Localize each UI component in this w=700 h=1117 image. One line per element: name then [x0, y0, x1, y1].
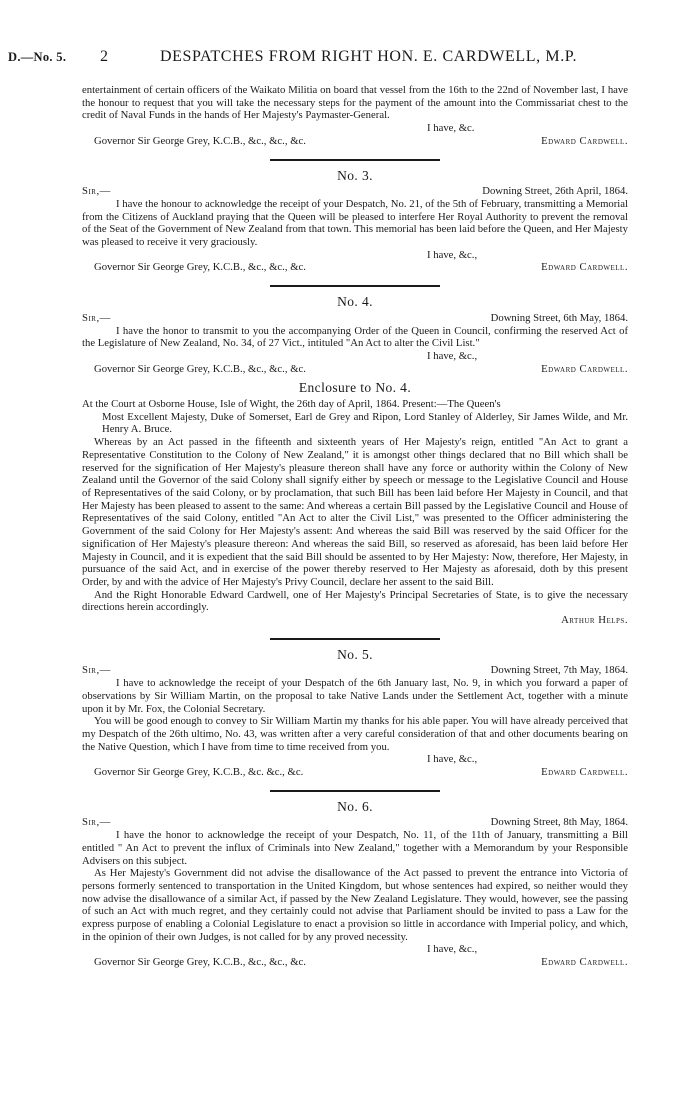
enclosure-signature: Arthur Helps. [561, 614, 628, 627]
enclosure-heading: Enclosure to No. 4. [298, 380, 412, 396]
despatch-heading: No. 5. [337, 646, 373, 662]
section-divider [270, 159, 440, 161]
page-number: 2 [100, 48, 108, 65]
despatch-text-2: As Her Majesty's Government did not advise the disallowance of the Act passed to prevent the entrance into Victoria of persons formerly sentenced to transportation in the United Kingdom, but whose sentences had expired, so neither would they now advise the disallowance of a similar Act, if passed by the New Zealand Legislature. They would, however, see the passing of such an Act with much regret, and they certainly could not advise that Parliament should be invited to pass a Law for the express purpose of enabling a Colonial Legislature to enact a provision so little in accordance with Imperial policy, and which, in the opinion of their own Judges, is not called for by any proved necessity. [82, 867, 628, 943]
court-line: At the Court at Osborne House, Isle of Wight, the 26th day of April, 1864. Present:—The Queen's [82, 398, 501, 411]
section-divider [270, 638, 440, 640]
enclosure-no-4 [82, 382, 628, 626]
despatch-dateline [82, 816, 628, 829]
signature: Edward Cardwell. [541, 362, 628, 375]
despatch-heading: No. 4. [337, 294, 373, 310]
despatch-text: I have to acknowledge the receipt of your Despatch of the 6th January last, No. 9, in which you forward a paper of observations by Sir William Martin, on the proposal to take Native Lands under the Settlement Act, together with a minute upon it by Mr. Fox, the Colonial Secretary. [82, 677, 628, 715]
despatch-no-5 [82, 646, 628, 779]
intro-signature: Edward Cardwell. [541, 134, 628, 147]
closing: I have, &c., [427, 943, 478, 956]
signature: Edward Cardwell. [541, 956, 628, 969]
despatch-heading: No. 3. [337, 167, 373, 183]
despatch-no-6 [82, 798, 628, 969]
closing: I have, &c., [427, 349, 478, 362]
closing: I have, &c., [427, 248, 478, 261]
intro-text: entertainment of certain officers of the Waikato Militia on board that vessel from the 16th to the 22nd of November last, I have the honour to request that you will take the necessary steps for the payment of the amount into the Commissariat chest to the credit of Naval Funds in the hands of Her Majesty's Paymaster-General. [82, 84, 628, 122]
addressee: Governor Sir George Grey, K.C.B., &c., &c., &c. [94, 362, 306, 375]
session-number: D.—No. 5. [8, 50, 67, 64]
despatch-text: I have the honor to transmit to you the accompanying Order of the Queen in Council, confirming the reserved Act of the Legislature of New Zealand, No. 34, of 27 Vict., intituled "An Act to alter the Civil List." [82, 324, 628, 350]
despatch-text: I have the honor to acknowledge the receipt of your Despatch, No. 11, of the 11th of January, transmitting a Bill entitled " An Act to prevent the influx of Criminals into New Zealand," together with a Memorandum by your Responsible Advisers on this subject. [82, 829, 628, 867]
section-divider [270, 790, 440, 792]
salutation: Sir,— [82, 311, 111, 324]
signature: Edward Cardwell. [541, 261, 628, 274]
salutation: Sir,— [82, 185, 111, 198]
despatch-no-4 [82, 296, 628, 375]
running-title: DESPATCHES FROM RIGHT HON. E. CARDWELL, M.P. [160, 48, 578, 65]
closing: I have, &c., [427, 753, 478, 766]
signature-line [82, 261, 628, 274]
salutation: Sir,— [82, 664, 111, 677]
enclosure-text: Whereas by an Act passed in the fifteenth and sixteenth years of Her Majesty's reign, entitled "An Act to grant a Representative Constitution to the Colony of New Zealand," it is amongst other things declared that no Bill which shall be reserved for the signification of Her Majesty's pleasure thereon shall have any force or authority within the Colony of New Zealand until the Governor of the said Colony shall signify either by speech or message to the Legislative Council and House of Representatives of the said Colony, or by proclamation, that such Bill has been laid before Her Majesty in Council, and that Her Majesty has been pleased to assent to the same: And whereas a certain Bill passed by the Legislative Council and House of Representatives of the said Colony, entitled "An Act to alter the Civil List," was presented to the Officer administering the Government of the said Colony for Her Majesty's assent: And whereas the said Bill was reserved by the said Officer for the signification of Her Majesty's pleasure thereon: And whereas the said Bill, so reserved as aforesaid, has been laid before Her Majesty in Council, and it is expedient that the said Bill should be assented to by Her Majesty: Now, therefore, Her Majesty, in pursuance of the said Act, and in exercise of the power thereby reserved to Her Majesty as aforesaid, doth by this present Order, by and with the advice of Her Majesty's Privy Council, declare her assent to the said Bill. [82, 436, 628, 588]
section-divider [270, 285, 440, 287]
salutation: Sir,— [82, 816, 111, 829]
place-date: Downing Street, 6th May, 1864. [490, 311, 628, 324]
intro-signature-line [82, 135, 628, 148]
document-body [82, 84, 628, 969]
addressee: Governor Sir George Grey, K.C.B., &c., &c., &c. [94, 261, 306, 274]
despatch-heading: No. 6. [337, 798, 373, 814]
page-header [0, 48, 700, 68]
despatch-no-3 [82, 167, 628, 275]
enclosure-text-2: And the Right Honorable Edward Cardwell, one of Her Majesty's Principal Secretaries of State, is to give the necessary directions herein accordingly. [82, 588, 628, 614]
despatch-text-2: You will be good enough to convey to Sir William Martin my thanks for his able paper. You will have already perceived that my Despatch of the 26th ultimo, No. 43, was written after a very careful consideration of that and other documents bearing on the Native Question, which I have from time to time received from you. [82, 715, 628, 753]
place-date: Downing Street, 8th May, 1864. [490, 816, 628, 829]
signature-line [82, 956, 628, 969]
addressee: Governor Sir George Grey, K.C.B., &c. &c., &c. [94, 766, 304, 779]
signature-line [82, 766, 628, 779]
intro-addressee: Governor Sir George Grey, K.C.B., &c., &c., &c. [94, 134, 306, 147]
present-list: Most Excellent Majesty, Duke of Somerset, Earl de Grey and Ripon, Lord Stanley of Alderley, Sir James Wilde, and Mr. Henry A. Bruce. [102, 410, 628, 436]
place-date: Downing Street, 26th April, 1864. [482, 185, 628, 198]
despatch-dateline [82, 664, 628, 677]
intro-closing: I have, &c. [427, 122, 475, 135]
addressee: Governor Sir George Grey, K.C.B., &c., &c., &c. [94, 956, 306, 969]
despatch-dateline [82, 312, 628, 325]
signature: Edward Cardwell. [541, 766, 628, 779]
despatch-dateline [82, 185, 628, 198]
signature-line [82, 363, 628, 376]
place-date: Downing Street, 7th May, 1864. [490, 664, 628, 677]
despatch-text: I have the honour to acknowledge the receipt of your Despatch, No. 21, of the 5th of February, transmitting a Memorial from the Citizens of Auckland praying that the Queen will be pleased to interfere Her Royal Authority to prevent the removal of the Seat of the Government of New Zealand from that town. This memorial has been laid before the Queen, and Her Majesty was pleased to receive it very graciously. [82, 197, 628, 249]
intro-despatch [82, 84, 628, 148]
